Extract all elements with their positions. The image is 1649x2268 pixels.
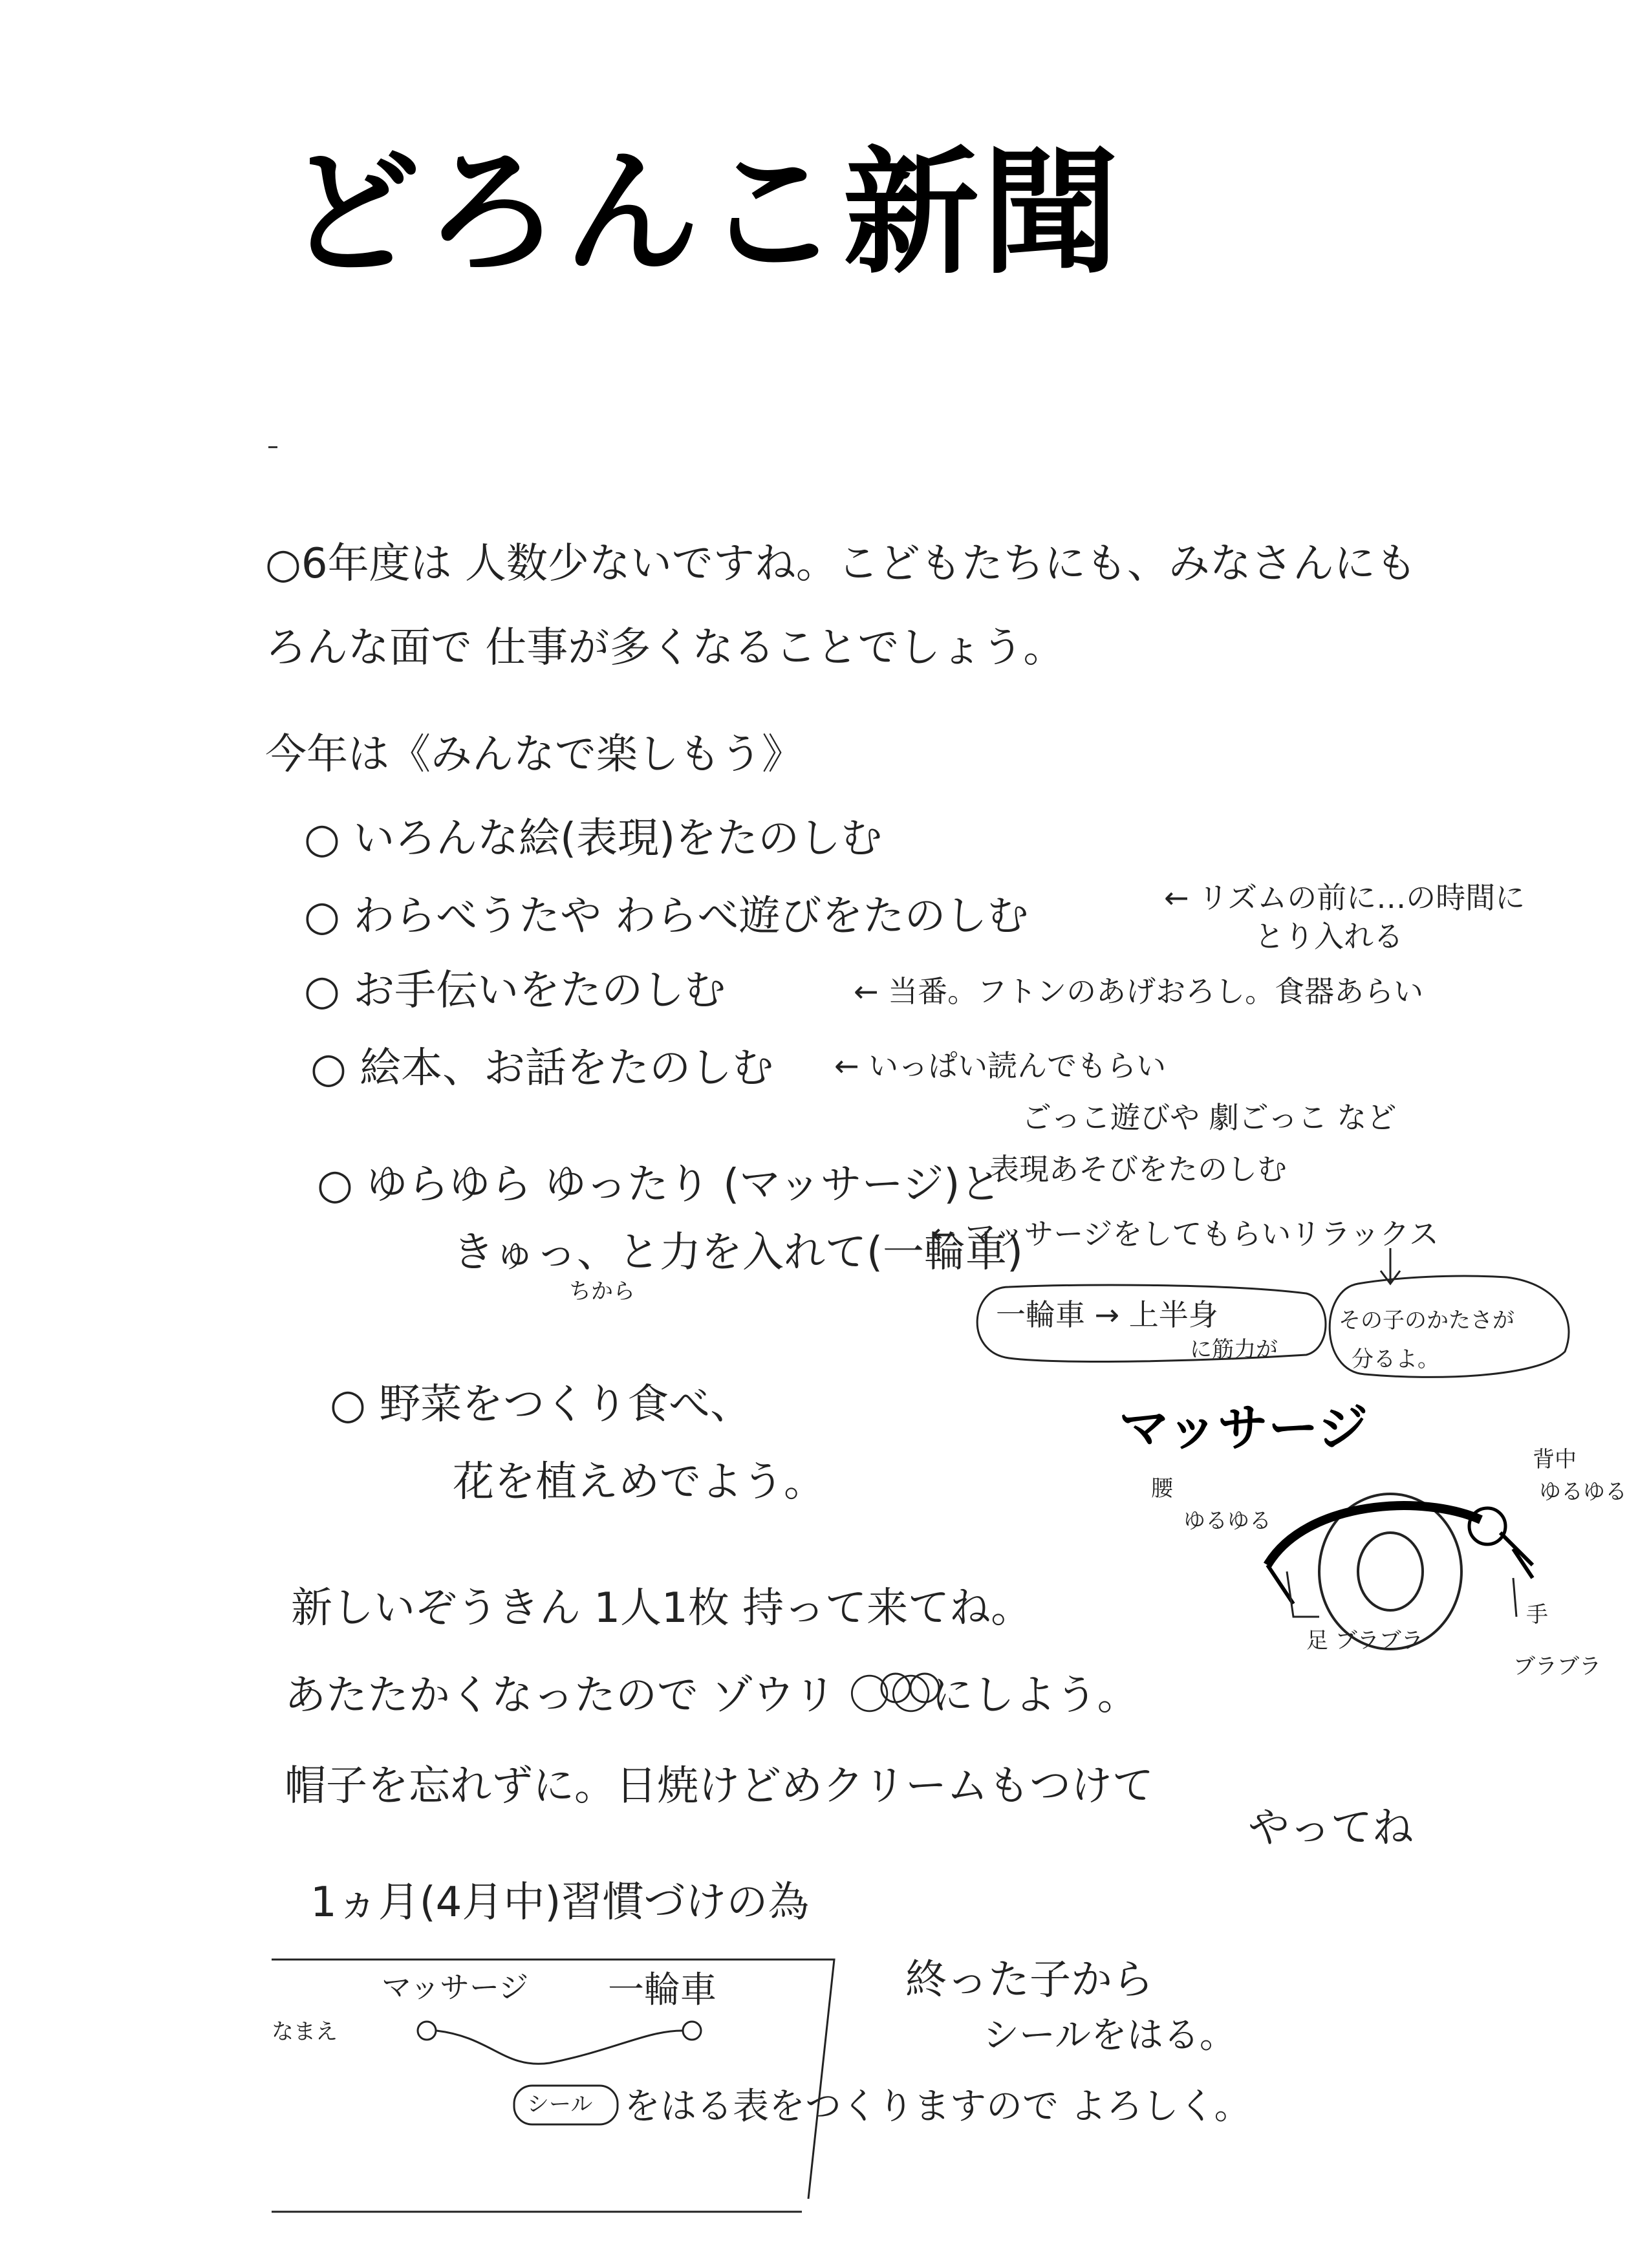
figure-label-waist: 腰 [1151,1476,1173,1502]
goal-item-5: ○ ゆらゆら ゆったり (マッサージ)と [317,1161,1002,1209]
goal-item-2-note2: とり入れる [1255,919,1403,954]
table-col-massage: マッサージ [382,1970,529,2005]
figure-label-waist-2: ゆるゆる [1183,1508,1271,1534]
massage-label: マッサージ [1119,1399,1368,1458]
goal-item-2: ○ わらべうたや わらべ遊びをたのしむ [304,892,1029,940]
habit-bottom-line: をはる表をつくりますので よろしく。 [624,2086,1251,2128]
vegetables-line-1: ○ 野菜をつくり食べ、 [330,1381,752,1429]
table-connector [436,2031,682,2064]
notice-1: 新しいぞうきん 1人1枚 持って来てね。 [291,1584,1033,1632]
figure-label-hand: 手 [1526,1602,1548,1628]
chikara-ruby: ちから [569,1279,635,1304]
bubble-right-text-2: 分るよ。 [1352,1346,1439,1372]
intro-line-2: ろんな面で 仕事が多くなることでしょう。 [265,624,1065,672]
newsletter-title: どろんこ新聞 [285,134,1123,292]
table-circle-left [418,2022,436,2040]
goal-item-3: ○ お手伝いをたのしむ [304,967,726,1015]
table-seal-text: シール [527,2091,593,2117]
goal-item-4-note2: ごっこ遊びや 劇ごっこ など [1022,1100,1397,1135]
goal-item-2-note: ← リズムの前に…の時間に [1164,880,1525,915]
habit-heading: 1ヵ月(4月中)習慣づけの為 [310,1879,810,1927]
goal-item-6: きゅっ、と力を入れて(一輪車) [453,1229,1023,1277]
bubble-left-text-2: に筋力が [1190,1337,1278,1363]
figure-label-foot: 足 ブラブラ [1306,1628,1423,1654]
figure-label-hand-2: ブラブラ [1513,1654,1601,1679]
notice-2: あたたかくなったので ゾウリ 〇〇にしよう。 [285,1672,1139,1720]
bubble-right-text: その子のかたさが [1339,1308,1514,1334]
goal-item-3-note: ← 当番。フトンのあげおろし。食器あらい [854,974,1424,1009]
goal-item-1: ○ いろんな絵(表現)をたのしむ [304,815,883,863]
figure-foot-line [1287,1571,1319,1617]
goal-item-4-note3: 表現あそびをたのしむ [989,1152,1287,1187]
table-name-label: なまえ [272,2019,338,2045]
goal-item-6-note: ← マッサージをしてもらいリラックス [931,1216,1439,1251]
table-col-unicycle: 一輪車 [608,1969,717,2011]
notice-3: 帽子を忘れずに。日焼けどめクリームもつけて [285,1762,1154,1810]
vegetables-line-2: 花を植えめでよう。 [453,1458,825,1506]
figure-label-back: 背中 [1533,1447,1577,1473]
figure-label-back-2: ゆるゆる [1539,1479,1627,1505]
habit-right-2: シールをはる。 [983,2014,1236,2057]
figure-body [1267,1506,1481,1565]
notice-3-tail: やってね [1248,1804,1414,1852]
intro-line-1: ○6年度は 人数少ないですね。こどもたちにも、みなさんにも [265,540,1417,588]
habit-right-1: 終った子から [905,1956,1154,2004]
figure-hand-line [1513,1578,1516,1617]
goal-item-4-note: ← いっぱい読んでもらい [834,1048,1167,1083]
table-circle-right [683,2022,701,2040]
bubble-left-text: 一輪車 → 上半身 [996,1297,1218,1332]
figure-head [1469,1508,1505,1544]
theme-line: 今年は《みんなで楽しもう》 [265,731,803,779]
goal-item-4: ○ 絵本、お話をたのしむ [310,1044,774,1092]
figure-inner-oval [1358,1533,1423,1610]
